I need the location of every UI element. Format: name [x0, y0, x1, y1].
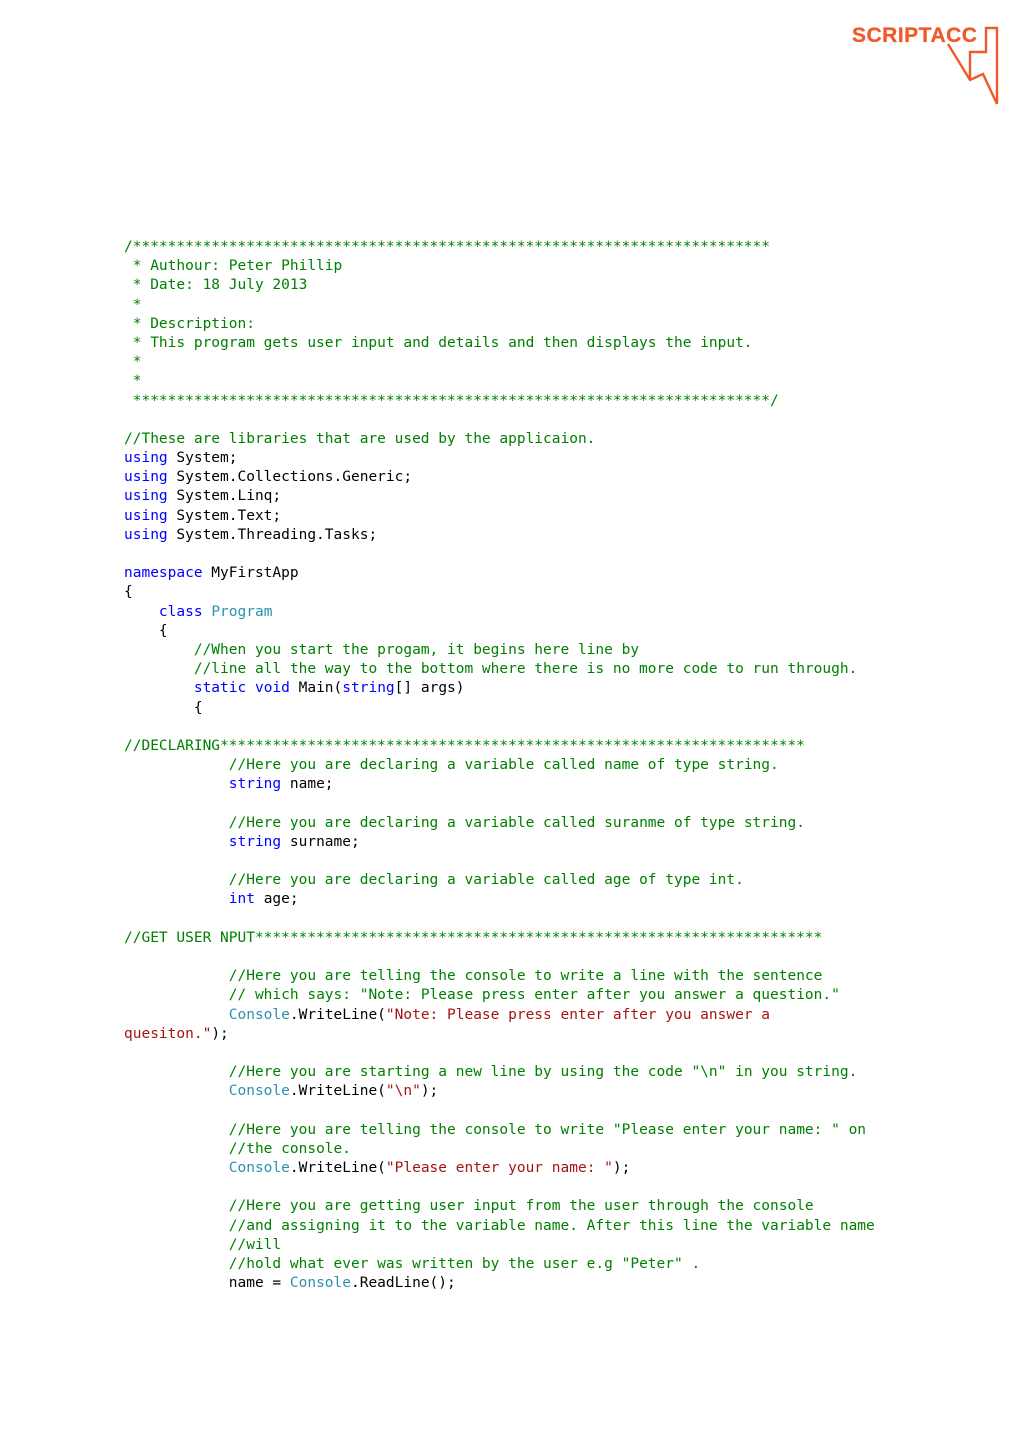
code-text: name; — [281, 776, 334, 793]
code-line — [124, 526, 1004, 545]
code-text: { — [124, 622, 168, 639]
code-text — [246, 680, 255, 696]
comment: //and assigning it to the variable name. After this line the variable name — [228, 1217, 875, 1234]
string-literal: quesiton." — [124, 1025, 212, 1042]
keyword: int — [228, 891, 255, 908]
keyword: using — [124, 507, 168, 524]
code-line — [124, 967, 1004, 986]
code-text: .WriteLine( — [289, 1083, 386, 1100]
code-line — [124, 1140, 1004, 1159]
code-line — [124, 718, 1004, 737]
code-line — [124, 794, 1004, 813]
code-line — [124, 814, 1004, 833]
code-line — [124, 257, 1004, 276]
comment: * — [124, 296, 142, 313]
code-line — [124, 622, 1004, 641]
code-line — [124, 660, 1004, 679]
code-text — [124, 757, 229, 773]
code-text — [124, 661, 194, 677]
code-line — [124, 910, 1004, 929]
string-literal: "Note: Please press enter after you answer a — [385, 1006, 771, 1023]
code-line — [124, 1044, 1004, 1063]
code-line — [124, 890, 1004, 909]
code-text — [124, 968, 229, 984]
code-text — [124, 680, 194, 696]
code-text — [124, 1198, 229, 1214]
comment: //Here you are starting a new line by using the code "\n" in you string. — [228, 1064, 858, 1081]
code-line — [124, 487, 1004, 506]
keyword: namespace — [124, 565, 203, 582]
code-text — [124, 1237, 229, 1253]
code-line — [124, 871, 1004, 890]
code-text: System.Text; — [167, 507, 282, 524]
code-line — [124, 1159, 1004, 1178]
comment: //hold what ever was written by the user e.g "Peter" . — [228, 1255, 701, 1272]
scriptacc-logo — [852, 22, 1002, 110]
code-text — [124, 987, 229, 1003]
keyword: void — [254, 680, 290, 697]
code-text — [124, 1256, 229, 1272]
code-line — [124, 276, 1004, 295]
code-text: System; — [167, 450, 238, 467]
code-text: .WriteLine( — [289, 1006, 386, 1023]
type-name: Console — [228, 1160, 290, 1176]
string-literal: "Please enter your name: " — [385, 1160, 613, 1176]
comment: * — [124, 354, 142, 371]
logo-wordmark: SCRIPTACC — [852, 24, 978, 47]
code-line — [124, 334, 1004, 353]
code-text: ); — [420, 1083, 439, 1100]
keyword: using — [124, 450, 168, 467]
code-text — [124, 872, 229, 888]
code-line — [124, 430, 1004, 449]
code-text — [124, 1218, 229, 1234]
comment: //GET USER NPUT***************************************************************** — [124, 929, 823, 946]
code-line — [124, 507, 1004, 526]
code-line — [124, 392, 1004, 411]
comment: //DECLARING******************************************************************* — [124, 737, 805, 754]
comment: //When you start the progam, it begins here line by — [193, 641, 640, 658]
code-text — [124, 1141, 229, 1157]
code-text: System.Threading.Tasks; — [167, 526, 378, 543]
comment: * This program gets user input and details and then displays the input. — [124, 334, 753, 351]
code-line — [124, 372, 1004, 391]
code-text: Main( — [289, 680, 343, 697]
code-line — [124, 411, 1004, 430]
code-line — [124, 948, 1004, 967]
code-line — [124, 238, 1004, 257]
keyword: string — [228, 833, 282, 850]
code-line — [124, 603, 1004, 622]
code-line — [124, 1025, 1004, 1044]
code-text — [203, 604, 212, 620]
code-line — [124, 641, 1004, 660]
comment: //Here you are telling the console to write "Please enter your name: " on — [228, 1121, 867, 1138]
comment: //Here you are declaring a variable called age of type int. — [228, 872, 744, 889]
code-text: name = — [124, 1275, 290, 1292]
comment: //Here you are declaring a variable called suranme of type string. — [228, 814, 805, 831]
comment: //the console. — [228, 1140, 351, 1157]
code-line — [124, 583, 1004, 602]
keyword: string — [228, 776, 282, 793]
keyword: string — [342, 680, 395, 697]
code-line — [124, 756, 1004, 775]
comment: //Here you are declaring a variable called name of type string. — [228, 757, 779, 774]
code-text — [124, 891, 229, 907]
code-line — [124, 1063, 1004, 1082]
keyword: using — [124, 526, 168, 543]
code-line — [124, 679, 1004, 698]
code-text: System.Collections.Generic; — [167, 469, 413, 486]
code-text: age; — [254, 891, 299, 908]
code-line — [124, 449, 1004, 468]
comment: //Here you are getting user input from the user through the console — [228, 1198, 814, 1215]
code-listing — [124, 238, 1004, 1293]
comment: * Description: — [124, 315, 255, 332]
code-text: { — [124, 584, 133, 601]
comment: * — [124, 373, 142, 390]
type-name: Console — [289, 1275, 351, 1292]
keyword: using — [124, 488, 168, 505]
comment: //line all the way to the bottom where there is no more code to run through. — [193, 661, 858, 678]
comment: * Date: 18 July 2013 — [124, 277, 308, 294]
code-line — [124, 833, 1004, 852]
comment: *************************************************************************/ — [124, 392, 779, 409]
code-text: [] args) — [394, 680, 465, 697]
code-text — [124, 642, 194, 658]
code-line — [124, 1274, 1004, 1293]
code-line — [124, 929, 1004, 948]
code-line — [124, 353, 1004, 372]
code-text — [124, 834, 229, 850]
scriptacc-logo-graphic — [852, 22, 1002, 110]
code-text — [124, 815, 229, 831]
code-text — [124, 776, 229, 792]
code-line — [124, 775, 1004, 794]
code-text — [124, 604, 159, 620]
comment: //will — [228, 1236, 282, 1253]
code-line — [124, 852, 1004, 871]
comment: //Here you are telling the console to write a line with the sentence — [228, 968, 823, 985]
code-text: ); — [211, 1025, 229, 1042]
code-line — [124, 1178, 1004, 1197]
code-line — [124, 1082, 1004, 1101]
code-line — [124, 468, 1004, 487]
code-text: surname; — [281, 833, 360, 850]
code-text — [124, 1160, 229, 1176]
comment: * Authour: Peter Phillip — [124, 258, 343, 275]
code-text: .WriteLine( — [289, 1160, 386, 1176]
code-line — [124, 1006, 1004, 1025]
keyword: static — [193, 680, 247, 697]
code-line — [124, 1217, 1004, 1236]
code-line — [124, 296, 1004, 315]
code-line — [124, 545, 1004, 564]
code-text: { — [124, 699, 203, 716]
keyword: class — [158, 603, 203, 620]
code-text: System.Linq; — [167, 488, 282, 505]
code-line — [124, 315, 1004, 334]
comment: /************************************************************************* — [124, 239, 771, 255]
code-line — [124, 1255, 1004, 1274]
code-line — [124, 1197, 1004, 1216]
code-line — [124, 564, 1004, 583]
code-text — [124, 1122, 229, 1138]
comment: // which says: "Note: Please press enter after you answer a question." — [228, 987, 840, 1004]
string-literal: "\n" — [385, 1083, 421, 1100]
code-text: .ReadLine(); — [350, 1275, 456, 1292]
code-text — [124, 1007, 229, 1023]
code-line — [124, 1101, 1004, 1120]
code-line — [124, 737, 1004, 756]
code-text — [124, 1064, 229, 1080]
type-name: Console — [228, 1006, 290, 1023]
code-line — [124, 1121, 1004, 1140]
code-line — [124, 1236, 1004, 1255]
code-text: MyFirstApp — [202, 565, 299, 582]
type-name: Console — [228, 1083, 290, 1100]
code-line — [124, 986, 1004, 1005]
keyword: using — [124, 469, 168, 486]
code-line — [124, 699, 1004, 718]
type-name: Program — [211, 603, 273, 620]
code-text: ); — [612, 1160, 631, 1176]
comment: //These are libraries that are used by the applicaion. — [124, 430, 596, 447]
code-text — [124, 1083, 229, 1099]
